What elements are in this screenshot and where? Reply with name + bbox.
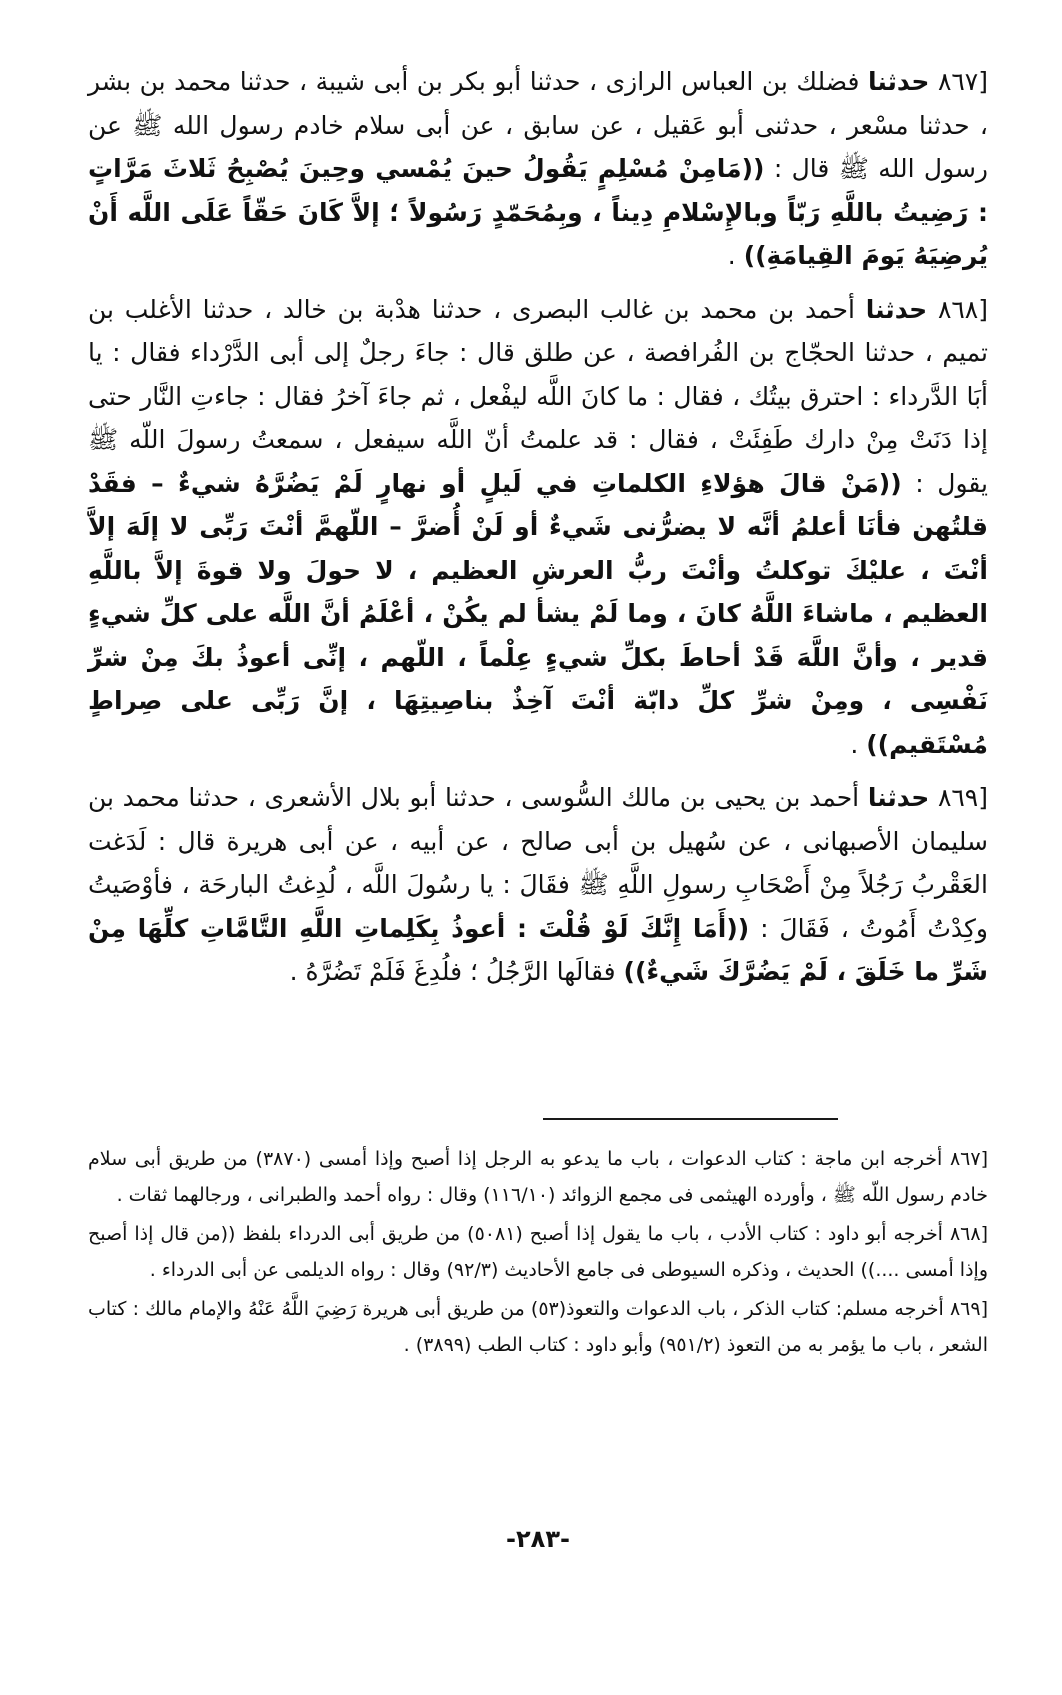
hadith-number: [٨٦٩	[937, 783, 988, 812]
footnote-867	[88, 1142, 988, 1213]
footnote-text: أخرجه ابن ماجة : كتاب الدعوات ، باب ما يدعو به الرجل إذا أصبح وإذا أمسى (٣٨٧٠) من طريق أبى سلام خادم رسول اللّه ﷺ ، وأورده الهيثمى فى مجمع الزوائد (١١٦/١٠) وقال : رواه أحمد والطبرانى ، ورجالهما ثقات .	[88, 1148, 988, 1206]
footnotes	[88, 1142, 988, 1367]
footnote-number: [٨٦٩	[949, 1298, 988, 1320]
hadith-tail: .	[727, 241, 744, 270]
hadith-869	[88, 776, 988, 994]
footnote-number: [٨٦٧	[949, 1148, 988, 1170]
footnote-text: أخرجه مسلم: كتاب الذكر ، باب الدعوات والتعوذ(٥٣) من طريق أبى هريرة رَضِيَ اللَّهُ عَنْهُ والإمام مالك : كتاب الشعر ، باب ما يؤمر به من التعوذ (٩٥١/٢) وأبو داود : كتاب الطب (٣٨٩٩) .	[88, 1298, 988, 1356]
hadith-isnad: أحمد بن يحيى بن مالك السُّوسى ، حدثنا أبو بلال الأشعرى ، حدثنا محمد بن سليمان الأصبهانى ، عن سُهيل بن أبى صالح ، عن أبيه ، عن أبى هريرة قال : لَدَغت العَقْربُ رَجُلاً مِنْ أَصْحَابِ رسولِ اللَّهِ ﷺ فقَالَ : يا رسُولَ اللَّه ، لُدِغتُ البارحَة ، فأوْصَيتُ وكِدْتُ أَمُوتُ ، فَقَالَ :	[88, 783, 988, 943]
footnote-separator	[543, 1118, 838, 1120]
footnote-868	[88, 1217, 988, 1288]
footnote-number: [٨٦٨	[949, 1223, 988, 1245]
hadith-tail: فقالَها الرَّجُلُ ؛ فلُدِغَ فَلَمْ تَضُرَّهُ .	[289, 957, 624, 986]
hadith-tail: .	[850, 729, 867, 759]
hadith-lead: حدثنا	[867, 67, 930, 96]
hadith-867	[88, 60, 988, 278]
hadith-saying: ((أَمَا إِنَّكَ لَوْ قُلْتَ : أعوذُ بِكَلِماتِ اللَّهِ التَّامَّاتِ كلِّهَا مِنْ شَرِّ ما خَلَقَ ، لَمْ يَضُرَّكَ شَيءٌ))	[88, 913, 988, 986]
footnote-869	[88, 1292, 988, 1363]
hadith-lead: حدثنا	[865, 294, 928, 324]
document-page	[88, 60, 988, 1640]
hadith-lead: حدثنا	[867, 783, 930, 812]
page-number: -٢٨٣-	[506, 1525, 570, 1553]
hadith-868	[88, 288, 988, 767]
hadith-saying: ((مَامِنْ مُسْلِمٍ يَقُولُ حينَ يُمْسي وحِينَ يُصْبِحُ ثَلاثَ مَرَّاتٍ : رَضِيتُ باللَّهِ رَبّاً وبالإِسْلامِ دِيناً ، وبِمُحَمّدٍ رَسُولاً ؛ إلاَّ كَانَ حَقّاً عَلَى اللَّه أَنْ يُرضِيَهُ يَومَ القِيامَةِ))	[88, 154, 988, 270]
hadith-isnad: أحمد بن محمد بن غالب البصرى ، حدثنا هدْبة بن خالد ، حدثنا الأغلب بن تميم ، حدثنا الحجّاج بن الفُرافصة ، عن طلق قال : جاءَ رجلٌ إلى أبى الدَّرْداء فقال : يا أبَا الدَّرداء : احترق بيتُك ، فقال : ما كانَ اللَّه ليفْعل ، ثم جاءَ آخرُ فقال : جاءتِ النَّار حتى إذا دَنَتْ مِنْ دارك طَفِئَتْ ، فقال : قد علمتُ أنّ اللَّه سيفعل ، سمعتُ رسولَ اللّه ﷺ يقول :	[88, 294, 988, 498]
hadith-number: [٨٦٨	[937, 294, 989, 324]
footnote-text: أخرجه أبو داود : كتاب الأدب ، باب ما يقول إذا أصبح (٥٠٨١) من طريق أبى الدرداء بلفظ ((من قال إذا أصبح وإذا أمسى ....)) الحديث ، وذكره السيوطى فى جامع الأحاديث (٩٢/٣) وقال : رواه الديلمى عن أبى الدرداء .	[88, 1223, 988, 1281]
hadith-isnad: فضلك بن العباس الرازى ، حدثنا أبو بكر بن أبى شيبة ، حدثنا محمد بن بشر ، حدثنا مسْعر ، حدثنى أبو عَقيل ، عن سابق ، عن أبى سلام خادم رسول الله ﷺ عن رسول الله ﷺ قال :	[88, 67, 989, 183]
hadith-saying: ((مَنْ قالَ هؤلاءِ الكلماتِ في لَيلٍ أو نهارٍ لَمْ يَضُرَّهُ شيءٌ – فقَدْ قلتُهن فأنَا أعلمُ أنَّه لا يضرُّنى شَيءٌ أو لَنْ أُضرَّ – اللّهمَّ أنْتَ رَبِّى لا إلَهَ إلاَّ أنْتَ ، عليْكَ توكلتُ وأنْتَ ربُّ العرشِ العظيم ، لا حولَ ولا قوةَ إلاَّ باللَّهِ العظيم ، ماشاءَ اللَّهُ كانَ ، وما لَمْ يشأ لم يكُنْ ، أعْلَمُ أنَّ اللَّه على كلِّ شيءٍ قدير ، وأنَّ اللَّهَ قَدْ أحاطَ بكلِّ شيءٍ عِلْماً ، اللّهم ، إنِّى أعوذُ بكَ مِنْ شرِّ نَفْسِى ، ومِنْ شرِّ كلِّ دابّة أنْتَ آخِذٌ بناصِيتِهَا ، إنَّ رَبِّى على صِراطٍ مُسْتَقيم))	[88, 468, 988, 759]
hadith-number: [٨٦٧	[937, 67, 989, 96]
